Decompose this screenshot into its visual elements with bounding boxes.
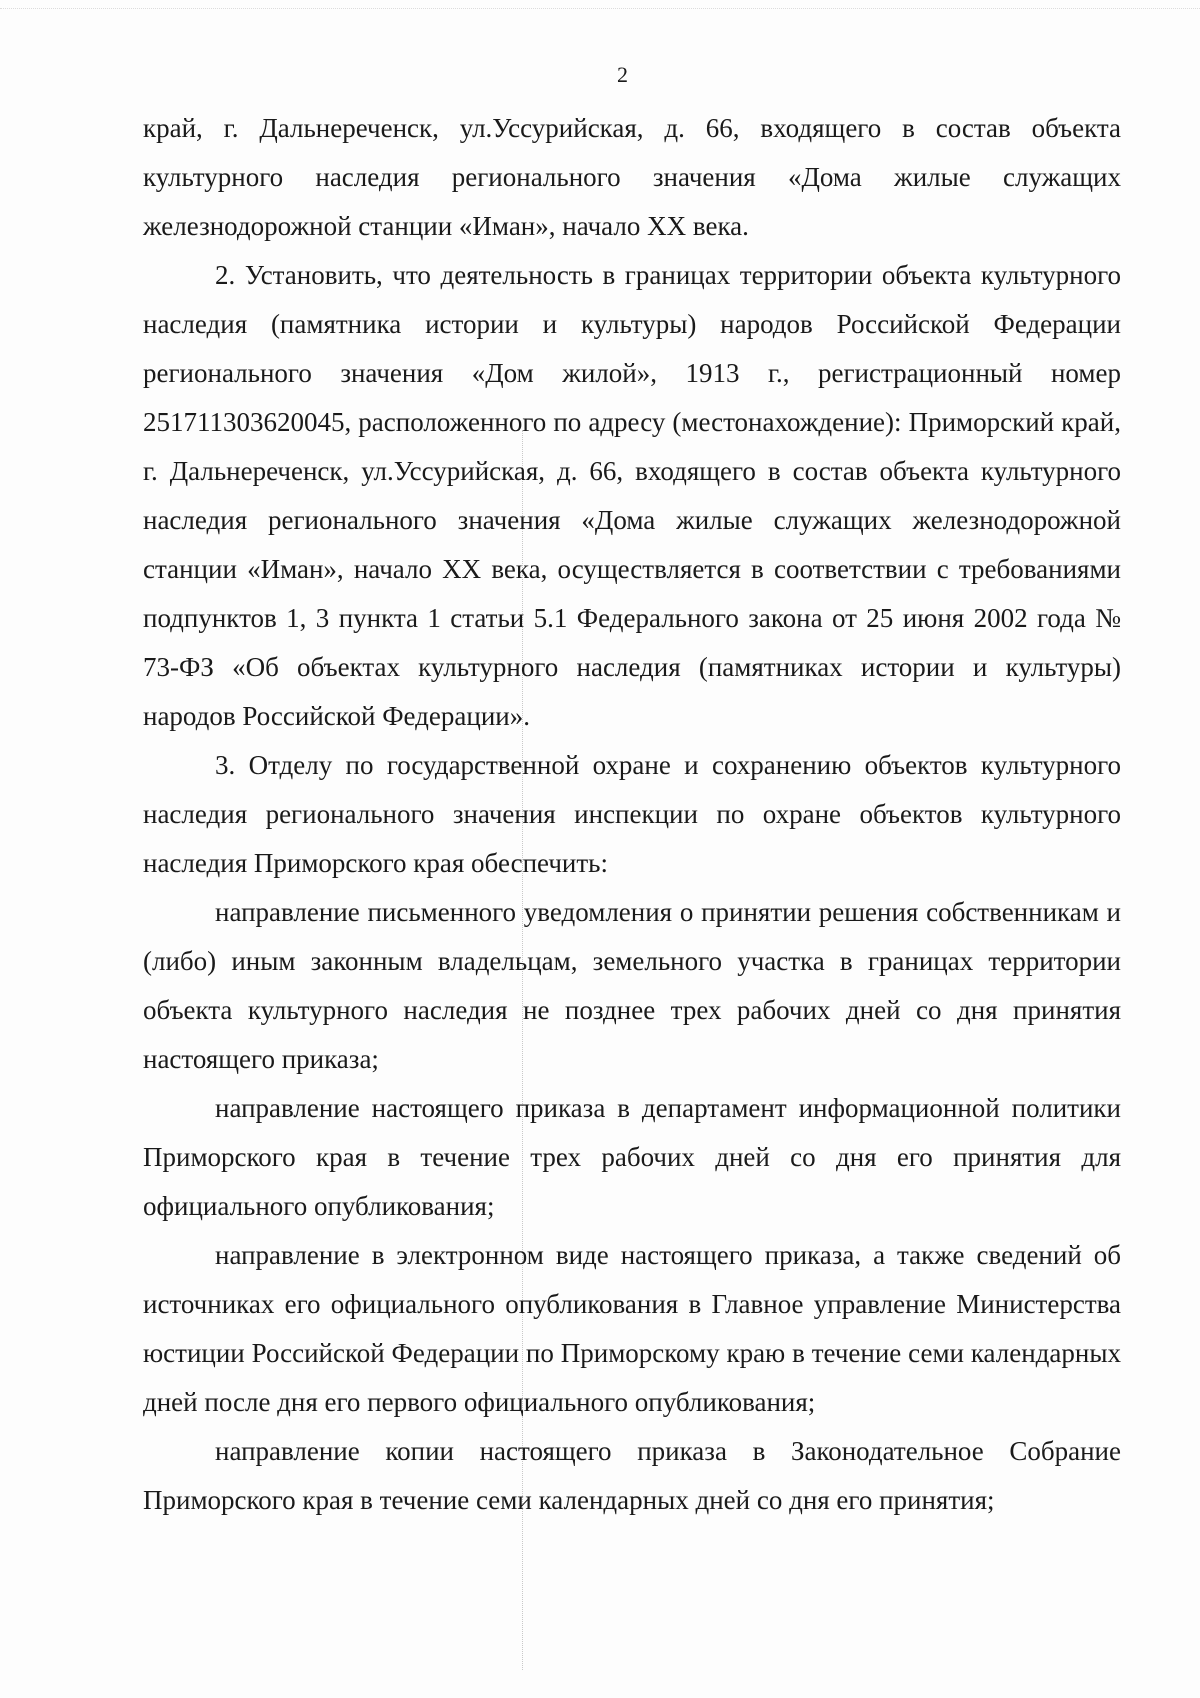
paragraph-item-3-publication: направление настоящего приказа в департамент информационной политики Приморского края в течение трех рабочих дней со дня его принятия для официального опубликования; (143, 1093, 1121, 1221)
paragraph-item-3: 3. Отделу по государственной охране и сохранению объектов культурного наследия регионального значения инспекции по охране объектов культурного наследия Приморского края обеспечить: (143, 750, 1121, 878)
paragraph-item-3-legislative: направление копии настоящего приказа в Законодательное Собрание Приморского края в течение семи календарных дней со дня его принятия; (143, 1436, 1121, 1515)
document-body (143, 104, 1121, 1525)
paragraph-item-2: 2. Установить, что деятельность в границах территории объекта культурного наследия (памятника истории и культуры) народов Российской Федерации регионального значения «Дом жилой», 1913 г., регистрационный номер 251711303620045, расположенного по адресу (местонахождение): Приморский край, г. Дальнереченск, ул.Уссурийская, д. 66, входящего в состав объекта культурного наследия регионального значения «Дома жилые служащих железнодорожной станции «Иман», начало XX века, осуществляется в соответствии с требованиями подпунктов 1, 3 пункта 1 статьи 5.1 Федерального закона от 25 июня 2002 года № 73-ФЗ «Об объектах культурного наследия (памятниках истории и культуры) народов Российской Федерации». (143, 260, 1121, 731)
paragraph-item-3-notification: направление письменного уведомления о принятии решения собственникам и (либо) иным законным владельцам, земельного участка в границах территории объекта культурного наследия не позднее трех рабочих дней со дня принятия настоящего приказа; (143, 897, 1121, 1074)
page-number: 2 (617, 62, 628, 87)
paragraph-item-3-ministry: направление в электронном виде настоящего приказа, а также сведений об источниках его официального опубликования в Главное управление Министерства юстиции Российской Федерации по Приморскому краю в течение семи календарных дней после дня его первого официального опубликования; (143, 1240, 1121, 1417)
scan-edge (0, 0, 1200, 9)
paragraph-continuation: край, г. Дальнереченск, ул.Уссурийская, д. 66, входящего в состав объекта культурного наследия регионального значения «Дома жилые служащих железнодорожной станции «Иман», начало XX века. (143, 113, 1121, 241)
